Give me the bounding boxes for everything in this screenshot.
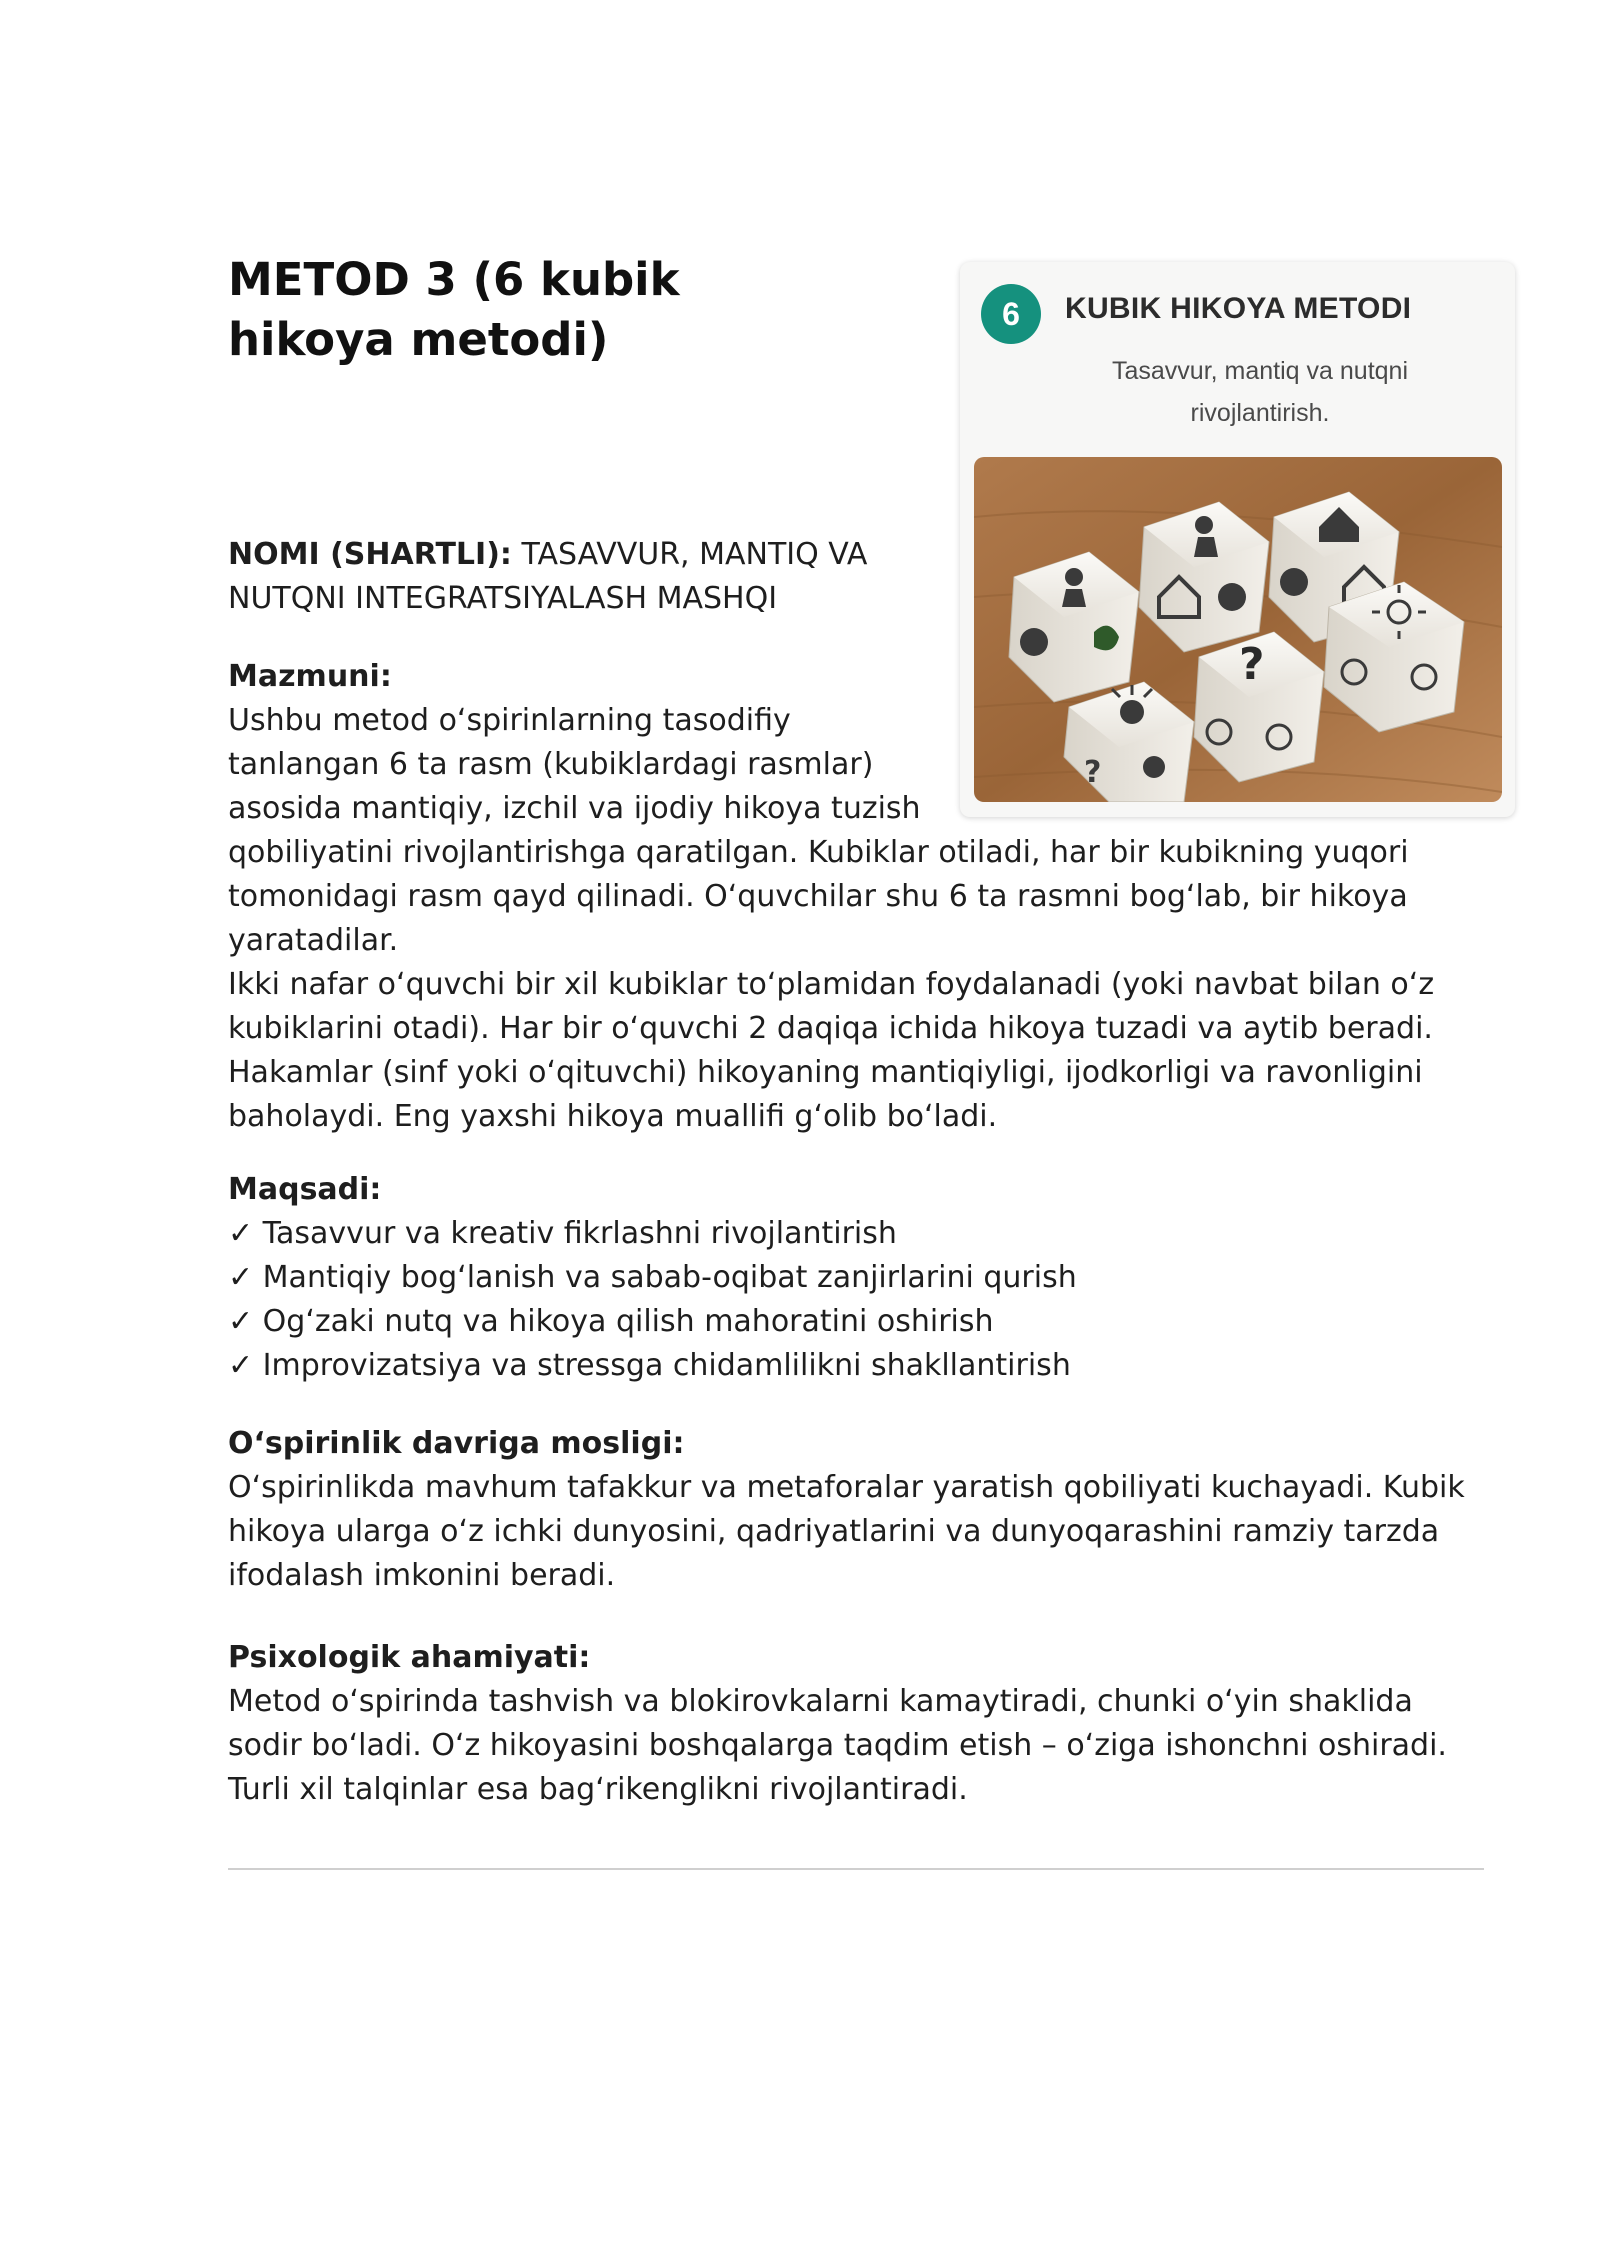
nomi-paragraph [228, 533, 928, 621]
mazmuni-line: asosida mantiqiy, izchil va ijodiy hikoya tuzish [228, 791, 921, 826]
section-divider [228, 1868, 1484, 1870]
svg-text:?: ? [1084, 755, 1102, 790]
ospirinlik-line: ifodalash imkonini beradi. [228, 1558, 616, 1593]
ospirinlik-heading: O‘spirinlik davriga mosligi: [228, 1426, 685, 1461]
psixologik-line: Metod o‘spirinda tashvish va blokirovkalarni kamaytiradi, chunki o‘yin shaklida [228, 1684, 1413, 1719]
card-subtitle: Tasavvur, mantiq va nutqni rivojlantirish. [1112, 357, 1408, 427]
ospirinlik-line: O‘spirinlikda mavhum tafakkur va metaforalar yaratish qobiliyati kuchayadi. Kubik [228, 1470, 1465, 1505]
page-title: METOD 3 (6 kubik hikoya metodi) [228, 253, 680, 366]
mazmuni-heading: Mazmuni: [228, 659, 392, 694]
nomi-value: TASAVVUR, MANTIQ VA NUTQNI INTEGRATSIYALASH MASHQI [228, 537, 868, 616]
goal-item: ✓ Tasavvur va kreativ fikrlashni rivojlantirish [228, 1216, 897, 1251]
ospirinlik-body [228, 1466, 1488, 1598]
nomi-label: NOMI (SHARTLI): [228, 537, 512, 572]
psixologik-line: Turli xil talqinlar esa bag‘rikenglikni rivojlantiradi. [228, 1772, 968, 1807]
goal-item: ✓ Og‘zaki nutq va hikoya qilish mahoratini oshirish [228, 1304, 994, 1339]
mazmuni-line: kubiklarini otadi). Har bir o‘quvchi 2 daqiqa ichida hikoya tuzadi va aytib beradi. [228, 1011, 1433, 1046]
mazmuni-line: yaratadilar. [228, 923, 399, 958]
psixologik-heading: Psixologik ahamiyati: [228, 1640, 591, 1675]
mazmuni-line: qobiliyatini rivojlantirishga qaratilgan. Kubiklar otiladi, har bir kubikning yuqori [228, 835, 1409, 870]
maqsadi-heading: Maqsadi: [228, 1172, 382, 1207]
mazmuni-line: Ushbu metod o‘spirinlarning tasodifiy [228, 703, 791, 738]
mazmuni-line: baholaydi. Eng yaxshi hikoya muallifi g‘olib bo‘ladi. [228, 1099, 998, 1134]
psixologik-body [228, 1680, 1488, 1812]
psixologik-line: sodir bo‘ladi. O‘z hikoyasini boshqalarga taqdim etish – o‘ziga ishonchni oshiradi. [228, 1728, 1447, 1763]
goal-item: ✓ Improvizatsiya va stressga chidamlilikni shakllantirish [228, 1348, 1071, 1383]
number-badge: 6 [981, 284, 1041, 344]
mazmuni-line: tanlangan 6 ta rasm (kubiklardagi rasmlar) [228, 747, 874, 782]
goal-item: ✓ Mantiqiy bog‘lanish va sabab-oqibat zanjirlarini qurish [228, 1260, 1077, 1295]
card-heading: KUBIK HIKOYA METODI [1065, 292, 1412, 325]
mazmuni-line: Ikki nafar o‘quvchi bir xil kubiklar to‘plamidan foydalanadi (yoki navbat bilan o‘z [228, 967, 1435, 1002]
svg-text:?: ? [1239, 639, 1265, 690]
mazmuni-line: Hakamlar (sinf yoki o‘qituvchi) hikoyaning mantiqiyligi, ijodkorligi va ravonligini [228, 1055, 1423, 1090]
mazmuni-line: tomonidagi rasm qayd qilinadi. O‘quvchilar shu 6 ta rasmni bog‘lab, bir hikoya [228, 879, 1408, 914]
ospirinlik-line: hikoya ularga o‘z ichki dunyosini, qadriyatlarini va dunyoqarashini ramziy tarzda [228, 1514, 1440, 1549]
mazmuni-body [228, 699, 1488, 1139]
maqsadi-list [228, 1212, 1488, 1388]
